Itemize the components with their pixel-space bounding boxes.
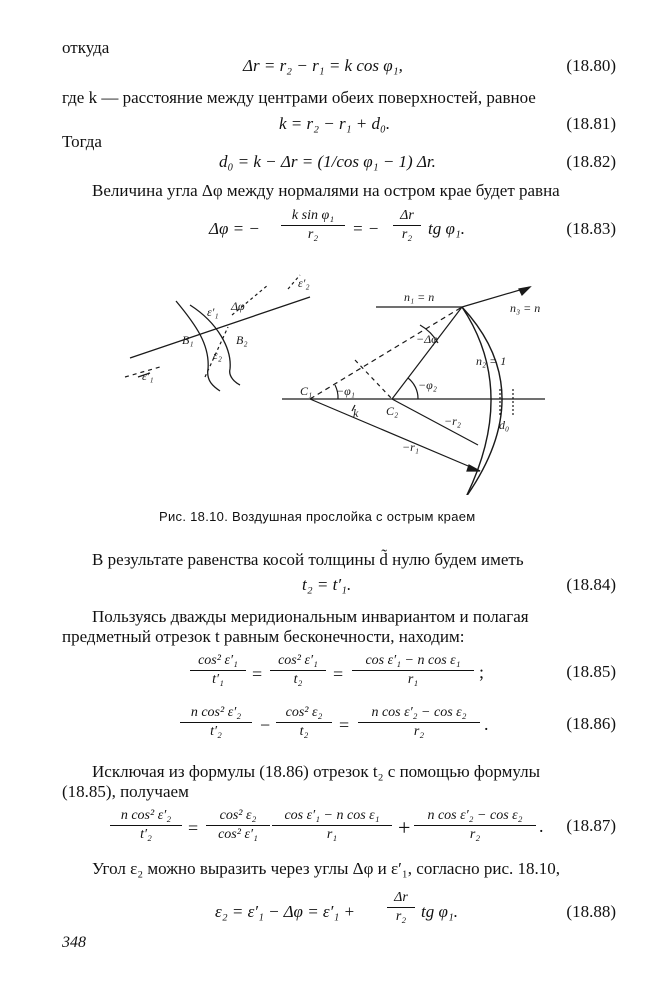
eq-18-85-frac2-den: t₂ [293,672,303,687]
eq-18-86-frac1 [180,705,252,740]
eq-18-87-frac4-num: n cos ε′₂ − cos ε₂ [414,808,536,826]
fig-left-label-eps2p: ε′₂ [298,276,310,290]
eq-18-86-frac3 [358,705,480,740]
equation-number-18-85: (18.85) [566,662,616,681]
fig-right-label-phi2: −φ₂ [418,378,437,392]
equation-18-82: d₀ = k − Δr = (1/cos φ₁ − 1) Δr. [219,152,436,171]
eq-18-85-frac3-num: cos ε′₁ − n cos ε₁ [352,653,474,671]
eq-18-87-eq: = [188,818,199,838]
text-ugol: Угол ε₂ можно выразить через углы Δφ и ε′₁, согласно рис. 18.10, [92,859,561,878]
eq-18-87-tail: . [539,816,544,836]
eq-18-88-frac-num: Δr [387,890,415,908]
eq-18-87-frac1 [110,808,182,843]
fig-left-label-eps1p: ε′₁ [207,305,219,319]
text-isklyuchaya-1: Исключая из формулы (18.86) отрезок t₂ с помощью формулы [92,762,541,781]
fig-left-label-eps2: ε₂ [213,348,222,362]
eq-18-85-frac3-den: r₁ [407,672,419,687]
text-rezultat: В результате равенства косой толщины d̃ нулю будем иметь [92,550,524,569]
fig-right-label-phi1: −φ₁ [336,384,355,398]
eq-18-85-frac1 [190,653,246,688]
eq-18-87-frac3-num: cos ε′₁ − n cos ε₁ [272,808,392,826]
fig-left-label-B1: B₁ [182,333,194,347]
fig-right-label-dphi: −Δφ [416,332,438,346]
equation-number-18-84: (18.84) [566,575,616,594]
eq-18-86-tail: . [484,714,489,734]
eq-18-88-frac [387,890,415,925]
eq-18-87-frac4 [414,808,536,843]
figure-right-diagram [282,287,545,495]
equation-number-18-87: (18.87) [566,816,616,835]
eq-18-87-frac3 [272,808,392,843]
figure-caption: Рис. 18.10. Воздушная прослойка с острым краем [159,509,476,524]
text-otkuda: откуда [62,38,110,57]
fig-left-label-eps1: ε′₁ [142,369,154,383]
eq-18-86-frac3-den: r₂ [413,724,425,739]
eq-18-83-frac1 [281,208,345,243]
eq-18-85-frac2 [270,653,326,688]
eq-18-83-tail: tg φ₁. [428,219,466,238]
eq-18-83-frac2 [393,208,421,243]
equation-number-18-82: (18.82) [566,152,616,171]
eq-18-85-frac1-num: cos² ε′₁ [190,653,246,671]
fig-right-label-d0: d₀ [499,418,510,432]
eq-18-87-op: + [398,815,411,840]
equation-18-81: k = r₂ − r₁ + d₀. [279,114,391,133]
eq-18-87-frac2 [206,808,270,843]
fig-left-label-dphi: Δφ [231,299,245,313]
eq-18-87-frac1-num: n cos² ε′₂ [110,808,182,826]
fig-right-label-r1: −r₁ [402,440,419,454]
fig-right-label-r2: −r₂ [444,414,461,428]
eq-18-85-tail: ; [479,662,485,682]
equation-18-84: t₂ = t′₁. [302,575,352,594]
eq-18-86-eq: = [339,715,350,735]
text-isklyuchaya-2: (18.85), получаем [62,782,189,801]
eq-18-87-frac1-den: t′₂ [140,827,152,842]
equation-number-18-86: (18.86) [566,714,616,733]
eq-18-85-frac2-num: cos² ε′₁ [270,653,326,671]
eq-18-87-frac2-num: cos² ε₂ [206,808,270,826]
eq-18-83-lhs: Δφ = − [209,219,260,238]
page-number: 348 [62,934,86,951]
eq-18-85-eq2: = [333,664,344,684]
eq-18-86-frac2-num: cos² ε₂ [276,705,332,723]
eq-18-86-frac2 [276,705,332,740]
equation-18-80: Δr = r₂ − r₁ = k cos φ₁, [243,56,403,75]
eq-18-88-lhs: ε₂ = ε′₁ − Δφ = ε′₁ + [215,902,355,921]
eq-18-85-frac1-den: t′₁ [212,672,224,687]
fig-right-label-C1: C₁ [300,384,313,398]
text-polzuyas-1: Пользуясь дважды меридиональным инвариантом и полагая [92,607,529,626]
eq-18-83-frac2-den: r₂ [401,227,413,242]
eq-18-83-frac1-den: r₂ [307,227,319,242]
eq-18-87-frac3-den: r₁ [326,827,338,842]
equation-number-18-81: (18.81) [566,114,616,133]
eq-18-85-eq1: = [252,664,263,684]
eq-18-87-frac4-den: r₂ [469,827,481,842]
equation-number-18-80: (18.80) [566,56,616,75]
eq-18-88-tail: tg φ₁. [421,902,459,921]
text-polzuyas-2: предметный отрезок t равным бесконечности, находим: [62,627,465,646]
fig-right-label-C2: C₂ [386,404,399,418]
equation-number-18-83: (18.83) [566,219,616,238]
eq-18-86-op1: − [260,715,271,735]
figure-18-10 [0,265,646,495]
fig-right-label-n3: n₃ = n [510,301,541,315]
eq-18-86-frac1-den: t′₂ [210,724,222,739]
fig-right-label-k: k [353,406,359,420]
fig-right-label-n1: n₁ = n [404,290,435,304]
fig-left-label-B2: B₂ [236,333,248,347]
fig-right-label-n2: n₂ = 1 [476,354,507,368]
eq-18-86-frac3-num: n cos ε′₂ − cos ε₂ [358,705,480,723]
eq-18-86-frac1-num: n cos² ε′₂ [180,705,252,723]
equation-number-18-88: (18.88) [566,902,616,921]
text-gde: где k — расстояние между центрами обеих поверхностей, равное [62,88,536,107]
text-velichina: Величина угла Δφ между нормалями на остром крае будет равна [92,181,560,200]
text-togda: Тогда [62,132,102,151]
eq-18-83-frac1-num: k sin φ₁ [281,208,345,226]
eq-18-83-frac2-num: Δr [393,208,421,226]
eq-18-85-frac3 [352,653,474,688]
eq-18-86-frac2-den: t₂ [299,724,309,739]
eq-18-87-frac2-den: cos² ε′₁ [218,827,258,842]
eq-18-83-mid: = − [352,219,380,238]
eq-18-88-frac-den: r₂ [395,909,407,924]
